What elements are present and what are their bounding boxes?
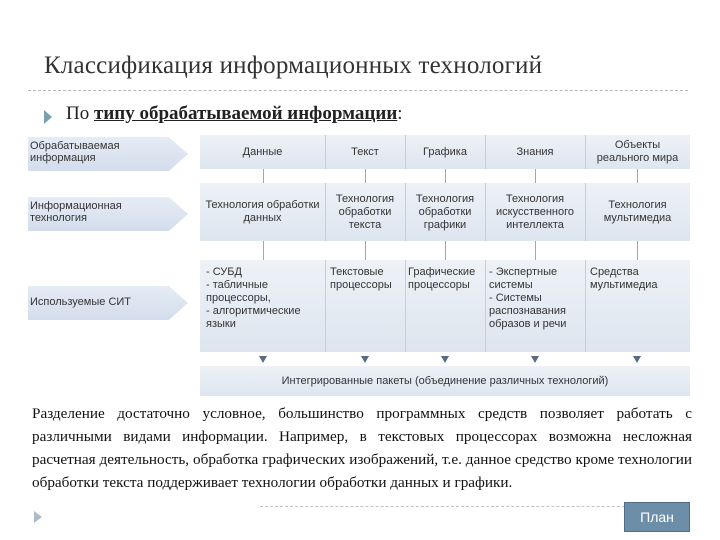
explanation-paragraph: Разделение достаточно условное, большинство программных средств позволяет работать с различными видами информации. Например, в текстовых процессорах возможна несложная расчетная деятельность, обработка графических изображений, т.е. данное средство кроме технологии обработки текста поддерживает технологии обработки данных и графики. bbox=[32, 405, 692, 491]
tool-cell: Средства мультимедиа bbox=[590, 266, 658, 291]
technology-cell: Технология искусственного интеллекта bbox=[496, 193, 574, 231]
separator bbox=[325, 183, 326, 241]
tool-cell: Графические процессоры bbox=[408, 266, 476, 291]
info-type-cell: Графика bbox=[423, 146, 467, 158]
down-arrow-icon bbox=[441, 356, 449, 363]
down-arrow-icon bbox=[259, 356, 267, 363]
title-divider bbox=[28, 90, 688, 91]
bullet-text bbox=[66, 103, 403, 125]
bullet-prefix: По bbox=[66, 103, 94, 124]
technology-cell: Технология обработки графики bbox=[415, 193, 475, 231]
footer-divider bbox=[260, 506, 680, 507]
separator bbox=[325, 260, 326, 352]
info-type-cell: Данные bbox=[242, 146, 283, 158]
bullet-suffix: : bbox=[397, 103, 403, 124]
separator bbox=[405, 183, 406, 241]
connector bbox=[445, 241, 446, 260]
plan-button[interactable]: План bbox=[624, 502, 690, 532]
tool-cell: - СУБД - табличные процессоры, - алгоритмические языки bbox=[206, 266, 301, 330]
down-arrow-icon bbox=[361, 356, 369, 363]
row-label-tech: Информационная технология bbox=[30, 200, 122, 224]
info-type-cell: Объекты реального мира bbox=[596, 139, 679, 164]
separator bbox=[485, 260, 486, 352]
bullet-arrow-icon bbox=[44, 110, 52, 124]
info-type-cell: Знания bbox=[516, 146, 554, 158]
tool-cell: - Экспертные системы - Системы распознавания образов и речи bbox=[489, 266, 567, 330]
connector bbox=[263, 241, 264, 260]
connector bbox=[535, 169, 536, 183]
row-label-tools: Используемые СИТ bbox=[30, 296, 132, 308]
footer-arrow-icon bbox=[34, 511, 42, 523]
connector bbox=[263, 169, 264, 183]
connector bbox=[535, 241, 536, 260]
slide-title: Классификация информационных технологий bbox=[44, 52, 543, 79]
connector bbox=[637, 169, 638, 183]
tool-cell: Текстовые процессоры bbox=[330, 266, 392, 291]
connector bbox=[365, 169, 366, 183]
separator bbox=[585, 260, 586, 352]
connector bbox=[637, 241, 638, 260]
technology-cell: Технология мультимедиа bbox=[603, 199, 672, 224]
down-arrow-icon bbox=[633, 356, 641, 363]
technology-cell: Технология обработки данных bbox=[205, 199, 320, 224]
separator bbox=[585, 183, 586, 241]
connector bbox=[445, 169, 446, 183]
separator bbox=[405, 260, 406, 352]
technology-cell: Технология обработки текста bbox=[335, 193, 395, 231]
bullet-bold: типу обрабатываемой информации bbox=[93, 103, 398, 124]
info-type-cell: Текст bbox=[351, 146, 379, 158]
integrated-packages: Интегрированные пакеты (объединение различных технологий) bbox=[281, 375, 609, 387]
down-arrow-icon bbox=[531, 356, 539, 363]
separator bbox=[485, 183, 486, 241]
connector bbox=[365, 241, 366, 260]
row-label-info: Обрабатываемая информация bbox=[30, 140, 120, 164]
separator bbox=[585, 135, 586, 169]
